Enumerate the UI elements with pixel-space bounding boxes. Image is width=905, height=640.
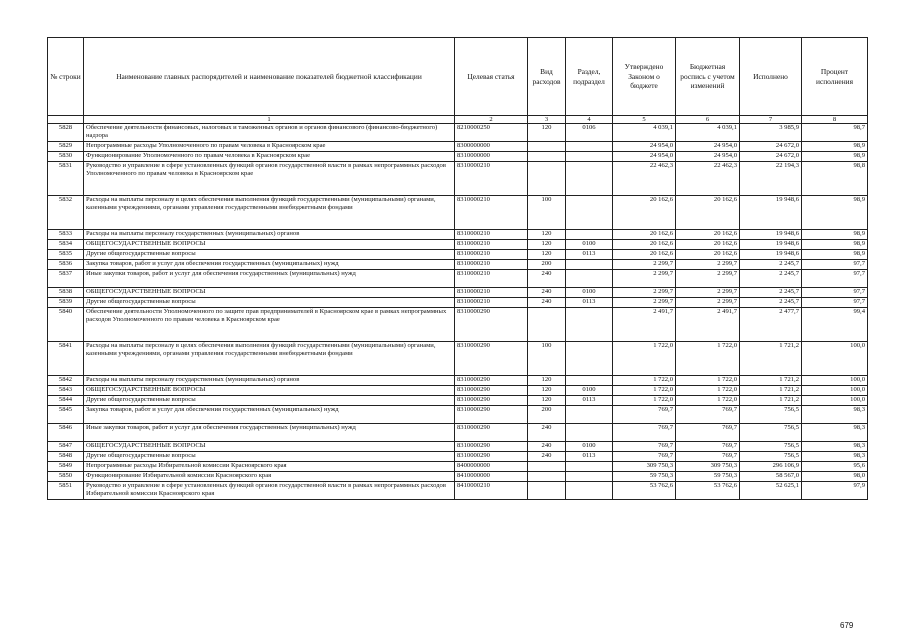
header-name: Наименование главных распорядителей и наименование показателей бюджетной классификации xyxy=(84,38,455,116)
row-name: ОБЩЕГОСУДАРСТВЕННЫЕ ВОПРОСЫ xyxy=(84,386,455,396)
row-approved: 2 299,7 xyxy=(613,260,676,270)
row-section: 0113 xyxy=(566,298,613,308)
row-approved: 53 762,6 xyxy=(613,482,676,500)
row-executed: 1 721,2 xyxy=(740,342,802,376)
row-budget: 4 039,1 xyxy=(676,124,740,142)
row-number: 5851 xyxy=(48,482,84,500)
row-expense-type: 240 xyxy=(528,424,566,442)
row-budget: 20 162,6 xyxy=(676,196,740,230)
row-expense-type xyxy=(528,162,566,196)
row-expense-type xyxy=(528,472,566,482)
row-executed: 19 948,6 xyxy=(740,250,802,260)
row-approved: 1 722,0 xyxy=(613,376,676,386)
row-expense-type: 120 xyxy=(528,250,566,260)
row-name: Расходы на выплаты персоналу государственных (муниципальных) органов xyxy=(84,230,455,240)
row-percent: 98,0 xyxy=(802,472,868,482)
row-section xyxy=(566,270,613,288)
row-percent: 98,9 xyxy=(802,142,868,152)
row-name: Непрограммные расходы Уполномоченного по правам человека в Красноярском крае xyxy=(84,142,455,152)
row-expense-type: 240 xyxy=(528,442,566,452)
column-numbers-row xyxy=(48,116,868,124)
row-number: 5846 xyxy=(48,424,84,442)
table-row xyxy=(48,162,868,196)
row-executed: 1 721,2 xyxy=(740,376,802,386)
row-approved: 20 162,6 xyxy=(613,196,676,230)
row-budget: 24 954,0 xyxy=(676,142,740,152)
row-section xyxy=(566,152,613,162)
col-number: 5 xyxy=(613,116,676,124)
row-number: 5848 xyxy=(48,452,84,462)
table-row xyxy=(48,308,868,342)
row-name: Руководство и управление в сфере установленных функций органов государственной власти в рамках непрограммных расходов Уполномоченного по правам человека в Красноярском крае xyxy=(84,162,455,196)
row-number: 5842 xyxy=(48,376,84,386)
row-name: Функционирование Уполномоченного по правам человека в Красноярском крае xyxy=(84,152,455,162)
row-budget: 2 491,7 xyxy=(676,308,740,342)
row-executed: 1 721,2 xyxy=(740,386,802,396)
page-number: 679 xyxy=(840,621,854,630)
row-executed: 2 245,7 xyxy=(740,288,802,298)
row-budget: 1 722,0 xyxy=(676,376,740,386)
row-name: Обеспечение деятельности Уполномоченного по защите прав предпринимателей в Красноярском крае в рамках непрограммных расходов Уполномоченного по правам человека в Красноярском крае xyxy=(84,308,455,342)
row-name: Расходы на выплаты персоналу в целях обеспечения выполнения функций государственными (муниципальными) органами, казенными учреждениями, органами управления государственными внебюджетными фондами xyxy=(84,342,455,376)
header-row-no: № строки xyxy=(48,38,84,116)
row-executed: 756,5 xyxy=(740,452,802,462)
row-target-article: 8310000290 xyxy=(455,386,528,396)
row-name: Расходы на выплаты персоналу государственных (муниципальных) органов xyxy=(84,376,455,386)
row-approved: 2 491,7 xyxy=(613,308,676,342)
row-approved: 59 750,3 xyxy=(613,472,676,482)
row-budget: 22 462,3 xyxy=(676,162,740,196)
header-percent: Процент исполнения xyxy=(802,38,868,116)
row-budget: 769,7 xyxy=(676,424,740,442)
row-percent: 98,9 xyxy=(802,240,868,250)
row-name: Закупка товаров, работ и услуг для обеспечения государственных (муниципальных) нужд xyxy=(84,406,455,424)
row-approved: 309 750,3 xyxy=(613,462,676,472)
row-budget: 2 299,7 xyxy=(676,270,740,288)
table-row xyxy=(48,452,868,462)
row-target-article: 8210000250 xyxy=(455,124,528,142)
row-executed: 756,5 xyxy=(740,424,802,442)
row-number: 5833 xyxy=(48,230,84,240)
row-target-article: 8310000210 xyxy=(455,270,528,288)
row-name: Функционирование Избирательной комиссии Красноярского края xyxy=(84,472,455,482)
table-row xyxy=(48,396,868,406)
row-number: 5843 xyxy=(48,386,84,396)
row-approved: 2 299,7 xyxy=(613,270,676,288)
row-budget: 59 750,3 xyxy=(676,472,740,482)
row-executed: 24 672,0 xyxy=(740,152,802,162)
row-budget: 53 762,6 xyxy=(676,482,740,500)
col-number-empty xyxy=(48,116,84,124)
row-section xyxy=(566,196,613,230)
row-percent: 98,8 xyxy=(802,162,868,196)
row-percent: 97,9 xyxy=(802,482,868,500)
row-budget: 1 722,0 xyxy=(676,386,740,396)
row-target-article: 8310000210 xyxy=(455,298,528,308)
row-expense-type xyxy=(528,308,566,342)
row-expense-type xyxy=(528,462,566,472)
row-number: 5832 xyxy=(48,196,84,230)
row-approved: 769,7 xyxy=(613,406,676,424)
table-row xyxy=(48,424,868,442)
row-section xyxy=(566,472,613,482)
row-number: 5830 xyxy=(48,152,84,162)
row-target-article: 8310000210 xyxy=(455,288,528,298)
row-expense-type xyxy=(528,142,566,152)
row-budget: 20 162,6 xyxy=(676,230,740,240)
table-row xyxy=(48,152,868,162)
row-approved: 22 462,3 xyxy=(613,162,676,196)
row-section: 0113 xyxy=(566,250,613,260)
row-target-article: 8310000290 xyxy=(455,406,528,424)
row-target-article: 8310000290 xyxy=(455,452,528,462)
row-approved: 2 299,7 xyxy=(613,298,676,308)
header-target: Целевая статья xyxy=(455,38,528,116)
row-target-article: 8310000210 xyxy=(455,240,528,250)
row-percent: 98,9 xyxy=(802,196,868,230)
row-section: 0100 xyxy=(566,386,613,396)
row-section: 0113 xyxy=(566,452,613,462)
row-percent: 98,3 xyxy=(802,442,868,452)
row-number: 5837 xyxy=(48,270,84,288)
row-expense-type xyxy=(528,152,566,162)
row-section: 0100 xyxy=(566,240,613,250)
row-target-article: 8410000210 xyxy=(455,482,528,500)
row-section: 0106 xyxy=(566,124,613,142)
row-name: Другие общегосударственные вопросы xyxy=(84,452,455,462)
row-name: ОБЩЕГОСУДАРСТВЕННЫЕ ВОПРОСЫ xyxy=(84,442,455,452)
table-row xyxy=(48,406,868,424)
table-row xyxy=(48,386,868,396)
row-name: Закупка товаров, работ и услуг для обеспечения государственных (муниципальных) нужд xyxy=(84,260,455,270)
row-name: Иные закупки товаров, работ и услуг для обеспечения государственных (муниципальных) нужд xyxy=(84,270,455,288)
row-number: 5850 xyxy=(48,472,84,482)
row-budget: 2 299,7 xyxy=(676,260,740,270)
col-number: 6 xyxy=(676,116,740,124)
table-row xyxy=(48,142,868,152)
row-budget: 2 299,7 xyxy=(676,288,740,298)
col-number: 2 xyxy=(455,116,528,124)
row-budget: 2 299,7 xyxy=(676,298,740,308)
row-expense-type: 100 xyxy=(528,196,566,230)
table-header xyxy=(48,38,868,124)
row-approved: 24 954,0 xyxy=(613,142,676,152)
row-percent: 100,0 xyxy=(802,342,868,376)
header-executed: Исполнено xyxy=(740,38,802,116)
row-name: ОБЩЕГОСУДАРСТВЕННЫЕ ВОПРОСЫ xyxy=(84,288,455,298)
row-executed: 296 106,9 xyxy=(740,462,802,472)
row-percent: 98,9 xyxy=(802,230,868,240)
table-row xyxy=(48,230,868,240)
row-number: 5849 xyxy=(48,462,84,472)
row-executed: 2 245,7 xyxy=(740,270,802,288)
row-executed: 1 721,2 xyxy=(740,396,802,406)
row-target-article: 8310000210 xyxy=(455,260,528,270)
row-number: 5847 xyxy=(48,442,84,452)
row-target-article: 8310000000 xyxy=(455,152,528,162)
row-name: Руководство и управление в сфере установленных функций органов государственной власти в рамках непрограммных расходов Избирательной комиссии Красноярского края xyxy=(84,482,455,500)
row-number: 5828 xyxy=(48,124,84,142)
row-number: 5831 xyxy=(48,162,84,196)
row-expense-type: 200 xyxy=(528,260,566,270)
row-approved: 1 722,0 xyxy=(613,342,676,376)
row-executed: 58 567,0 xyxy=(740,472,802,482)
row-budget: 309 750,3 xyxy=(676,462,740,472)
row-executed: 2 245,7 xyxy=(740,260,802,270)
row-number: 5835 xyxy=(48,250,84,260)
row-budget: 1 722,0 xyxy=(676,342,740,376)
row-expense-type: 120 xyxy=(528,230,566,240)
row-expense-type: 120 xyxy=(528,396,566,406)
row-target-article: 8310000290 xyxy=(455,342,528,376)
col-number: 7 xyxy=(740,116,802,124)
row-percent: 98,3 xyxy=(802,452,868,462)
row-section xyxy=(566,308,613,342)
table-row xyxy=(48,260,868,270)
row-expense-type: 100 xyxy=(528,342,566,376)
row-percent: 100,0 xyxy=(802,386,868,396)
header-approved: Утверждено Законом о бюджете xyxy=(613,38,676,116)
row-percent: 98,3 xyxy=(802,424,868,442)
row-approved: 769,7 xyxy=(613,442,676,452)
row-target-article: 8410000000 xyxy=(455,472,528,482)
table-row xyxy=(48,442,868,452)
row-percent: 95,6 xyxy=(802,462,868,472)
row-section xyxy=(566,142,613,152)
row-expense-type: 120 xyxy=(528,386,566,396)
row-executed: 24 672,0 xyxy=(740,142,802,152)
row-executed: 19 948,6 xyxy=(740,240,802,250)
row-executed: 19 948,6 xyxy=(740,196,802,230)
row-name: Другие общегосударственные вопросы xyxy=(84,298,455,308)
row-budget: 20 162,6 xyxy=(676,250,740,260)
row-approved: 1 722,0 xyxy=(613,396,676,406)
row-name: Расходы на выплаты персоналу в целях обеспечения выполнения функций государственными (муниципальными) органами, казенными учреждениями, органами управления государственными внебюджетными фондами xyxy=(84,196,455,230)
row-target-article: 8300000000 xyxy=(455,142,528,152)
row-percent: 100,0 xyxy=(802,396,868,406)
row-approved: 20 162,6 xyxy=(613,240,676,250)
row-approved: 20 162,6 xyxy=(613,230,676,240)
row-percent: 98,3 xyxy=(802,406,868,424)
row-target-article: 8310000210 xyxy=(455,162,528,196)
row-percent: 99,4 xyxy=(802,308,868,342)
row-budget: 769,7 xyxy=(676,452,740,462)
table-row xyxy=(48,124,868,142)
row-approved: 24 954,0 xyxy=(613,152,676,162)
table-body xyxy=(48,124,868,500)
row-approved: 2 299,7 xyxy=(613,288,676,298)
row-name: Другие общегосударственные вопросы xyxy=(84,250,455,260)
row-approved: 20 162,6 xyxy=(613,250,676,260)
row-number: 5838 xyxy=(48,288,84,298)
row-percent: 97,7 xyxy=(802,270,868,288)
row-expense-type: 120 xyxy=(528,240,566,250)
row-budget: 1 722,0 xyxy=(676,396,740,406)
col-number: 8 xyxy=(802,116,868,124)
table-row xyxy=(48,472,868,482)
row-name: Непрограммные расходы Избирательной комиссии Красноярского края xyxy=(84,462,455,472)
row-section xyxy=(566,424,613,442)
header-budget: Бюджетная роспись с учетом изменений xyxy=(676,38,740,116)
row-section xyxy=(566,162,613,196)
row-executed: 756,5 xyxy=(740,406,802,424)
row-target-article: 8310000290 xyxy=(455,396,528,406)
row-expense-type: 240 xyxy=(528,288,566,298)
row-section xyxy=(566,406,613,424)
row-percent: 98,7 xyxy=(802,124,868,142)
row-target-article: 8310000290 xyxy=(455,376,528,386)
row-section xyxy=(566,376,613,386)
row-number: 5834 xyxy=(48,240,84,250)
row-target-article: 8310000210 xyxy=(455,196,528,230)
table-row xyxy=(48,342,868,376)
table-row xyxy=(48,482,868,500)
table-row xyxy=(48,376,868,386)
header-section: Раздел, подраздел xyxy=(566,38,613,116)
row-executed: 3 985,9 xyxy=(740,124,802,142)
row-executed: 22 194,3 xyxy=(740,162,802,196)
row-target-article: 8310000290 xyxy=(455,308,528,342)
row-approved: 1 722,0 xyxy=(613,386,676,396)
header-exp-type: Вид расходов xyxy=(528,38,566,116)
row-number: 5845 xyxy=(48,406,84,424)
row-target-article: 8310000210 xyxy=(455,250,528,260)
row-name: Другие общегосударственные вопросы xyxy=(84,396,455,406)
row-approved: 769,7 xyxy=(613,424,676,442)
row-number: 5839 xyxy=(48,298,84,308)
table-row xyxy=(48,240,868,250)
row-section xyxy=(566,342,613,376)
table-row xyxy=(48,270,868,288)
row-approved: 4 039,1 xyxy=(613,124,676,142)
col-number: 1 xyxy=(84,116,455,124)
row-number: 5836 xyxy=(48,260,84,270)
row-executed: 2 245,7 xyxy=(740,298,802,308)
row-executed: 52 625,1 xyxy=(740,482,802,500)
row-percent: 98,9 xyxy=(802,152,868,162)
row-number: 5829 xyxy=(48,142,84,152)
row-name: Иные закупки товаров, работ и услуг для обеспечения государственных (муниципальных) нужд xyxy=(84,424,455,442)
row-expense-type: 240 xyxy=(528,298,566,308)
row-target-article: 8310000290 xyxy=(455,442,528,452)
row-expense-type: 240 xyxy=(528,452,566,462)
row-expense-type: 120 xyxy=(528,376,566,386)
row-budget: 769,7 xyxy=(676,406,740,424)
col-number: 4 xyxy=(566,116,613,124)
row-target-article: 8400000000 xyxy=(455,462,528,472)
table-row xyxy=(48,250,868,260)
row-number: 5840 xyxy=(48,308,84,342)
row-number: 5841 xyxy=(48,342,84,376)
row-executed: 2 477,7 xyxy=(740,308,802,342)
row-executed: 19 948,6 xyxy=(740,230,802,240)
row-expense-type: 240 xyxy=(528,270,566,288)
row-percent: 100,0 xyxy=(802,376,868,386)
row-target-article: 8310000210 xyxy=(455,230,528,240)
row-section xyxy=(566,230,613,240)
row-percent: 98,9 xyxy=(802,250,868,260)
table-row xyxy=(48,462,868,472)
row-percent: 97,7 xyxy=(802,288,868,298)
row-section: 0100 xyxy=(566,288,613,298)
row-expense-type: 120 xyxy=(528,124,566,142)
row-section xyxy=(566,260,613,270)
row-name: ОБЩЕГОСУДАРСТВЕННЫЕ ВОПРОСЫ xyxy=(84,240,455,250)
row-approved: 769,7 xyxy=(613,452,676,462)
table-row xyxy=(48,288,868,298)
row-expense-type: 200 xyxy=(528,406,566,424)
row-section xyxy=(566,482,613,500)
row-budget: 769,7 xyxy=(676,442,740,452)
table-row xyxy=(48,196,868,230)
row-number: 5844 xyxy=(48,396,84,406)
row-executed: 756,5 xyxy=(740,442,802,452)
row-expense-type xyxy=(528,482,566,500)
row-budget: 24 954,0 xyxy=(676,152,740,162)
row-name: Обеспечение деятельности финансовых, налоговых и таможенных органов и органов финансового (финансово-бюджетного) надзора xyxy=(84,124,455,142)
table-row xyxy=(48,298,868,308)
row-budget: 20 162,6 xyxy=(676,240,740,250)
row-percent: 97,7 xyxy=(802,298,868,308)
row-section: 0100 xyxy=(566,442,613,452)
budget-table xyxy=(47,37,868,500)
row-section: 0113 xyxy=(566,396,613,406)
row-target-article: 8310000290 xyxy=(455,424,528,442)
col-number: 3 xyxy=(528,116,566,124)
row-section xyxy=(566,462,613,472)
row-percent: 97,7 xyxy=(802,260,868,270)
